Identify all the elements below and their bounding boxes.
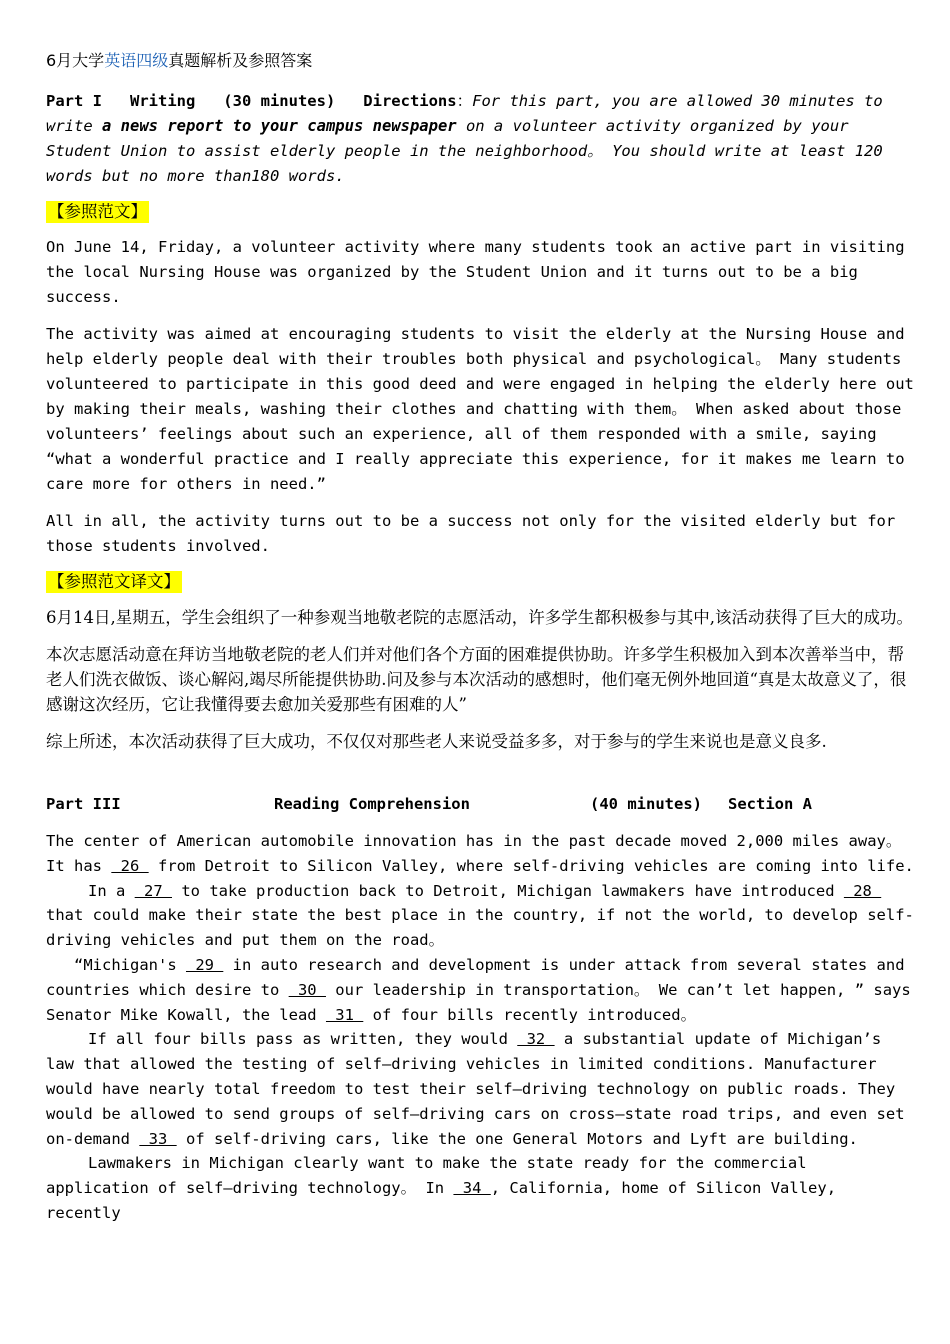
part3-heading bbox=[46, 792, 916, 817]
part3-label: Part III bbox=[46, 795, 121, 813]
part3-section: Reading Comprehension bbox=[274, 795, 470, 813]
translation-tag-row bbox=[46, 571, 916, 605]
reading-text: our leadership in transportation。 We can’t let happen, ” says Senator Mike Kowall, the lead bbox=[46, 980, 911, 1024]
reading-passage bbox=[46, 829, 916, 1226]
reading-text: “Michigan's bbox=[74, 955, 186, 974]
part1-colon: ： bbox=[456, 92, 473, 110]
directions-bold: a news report to your campus newspaper bbox=[102, 117, 457, 135]
directions-text-1: For this part, you are allowed 30 minutes to write bbox=[46, 92, 883, 135]
blank-26: 26 bbox=[111, 856, 149, 875]
reading-text: of four bills recently introduced。 bbox=[363, 1005, 697, 1024]
reading-text: of self-driving cars, like the one General Motors and Lyft are building. bbox=[176, 1129, 858, 1148]
part3-time: (40 minutes) bbox=[590, 795, 702, 813]
blank-32: 32 bbox=[517, 1030, 555, 1049]
sample-paragraph-3: All in all, the activity turns out to be a success not only for the visited elderly but for those students involved. bbox=[46, 512, 896, 555]
title-highlight-link[interactable]: 英语四级 bbox=[104, 51, 169, 70]
translation-paragraph-3: 综上所述，本次活动获得了巨大成功，不仅仅对那些老人来说受益多多，对于参与的学生来说也是意义良多. bbox=[46, 732, 827, 751]
part3-sub: Section A bbox=[728, 795, 812, 813]
reading-text: to take production back to Detroit, Michigan lawmakers have introduced bbox=[172, 881, 844, 900]
reading-paragraph-4 bbox=[46, 1027, 916, 1151]
sample-tag-row bbox=[46, 201, 916, 235]
title-part1: 6月大学 bbox=[46, 51, 105, 70]
sample-tag: 【参照范文】 bbox=[48, 202, 147, 221]
directions-text-2: on a volunteer activity organized by your Student Union to assist elderly people in the neighborhood。 You should write at least 120 words but no more than180 words. bbox=[46, 117, 883, 185]
blank-28: 28 bbox=[843, 881, 882, 900]
translation-paragraph-1: 6月14日,星期五，学生会组织了一种参观当地敬老院的志愿活动，许多学生都积极参与其中,该活动获得了巨大的成功。 bbox=[46, 608, 913, 627]
document-title bbox=[46, 48, 916, 71]
reading-text: in auto research and development is under attack from several states and countries which desire to bbox=[46, 955, 905, 999]
blank-34: 34 bbox=[453, 1179, 491, 1198]
blank-31: 31 bbox=[325, 1005, 364, 1024]
reading-text: from Detroit to Silicon Valley, where self-driving vehicles are coming into life. bbox=[148, 856, 914, 875]
part1-label: Part I Writing (30 minutes) Directions bbox=[46, 92, 457, 110]
blank-33: 33 bbox=[139, 1129, 177, 1148]
reading-text: In a bbox=[88, 881, 135, 900]
reading-paragraph-5 bbox=[46, 1151, 916, 1225]
reading-text: The center of American automobile innovation has in the past decade moved 2,000 miles away。 It has bbox=[46, 832, 902, 875]
blank-27: 27 bbox=[134, 881, 172, 900]
sample-paragraph-2: The activity was aimed at encouraging students to visit the elderly at the Nursing House and help elderly people deal with their troubles both physical and psychological。 Many students volunteered to participate in this good deed and were engaged in helping the elderly here out by making their meals, washing their clothes and chatting with them。 When asked about those volunteers’ feelings about such an experience, all of them responded with a smile, saying “what a wonderful practice and I really appreciate this experience, for it makes me learn to care more for others in need.” bbox=[46, 325, 914, 493]
blank-29: 29 bbox=[185, 955, 224, 974]
translation-paragraph-2: 本次志愿活动意在拜访当地敬老院的老人们并对他们各个方面的困难提供协助。许多学生积极加入到本次善举当中，帮老人们洗衣做饭、谈心解闷,竭尽所能提供协助.问及参与本次活动的感想时，他们毫无例外地回道“真是太故意义了，很感谢这次经历，它让我懂得要去愈加关爱那些有困难的人” bbox=[46, 645, 907, 714]
part1-directions bbox=[46, 89, 916, 189]
title-part2: 真题解析及参照答案 bbox=[168, 51, 313, 70]
reading-text: a substantial update of Michigan’s law that allowed the testing of self—driving vehicles in limited conditions. Manufacturer would have nearly total freedom to test their self—driving technology on public roads. They would be allowed to send groups of self—driving cars on cross—state road trips, and even set on-demand bbox=[46, 1030, 905, 1148]
reading-paragraph-3 bbox=[46, 953, 916, 1027]
reading-text: Lawmakers in Michigan clearly want to make the state ready for the commercial application of self—driving technology。 In bbox=[46, 1154, 807, 1198]
reading-text: If all four bills pass as written, they would bbox=[88, 1030, 518, 1049]
reading-paragraph-1 bbox=[46, 829, 916, 879]
sample-paragraph-1: On June 14, Friday, a volunteer activity where many students took an active part in visiting the local Nursing House was organized by the Student Union and it turns out to be a big success. bbox=[46, 238, 905, 306]
blank-30: 30 bbox=[288, 980, 326, 999]
reading-text: , California, home of Silicon Valley, recently bbox=[46, 1179, 837, 1222]
document-page bbox=[46, 48, 916, 1226]
translation-tag: 【参照范文译文】 bbox=[48, 572, 180, 591]
reading-paragraph-2 bbox=[46, 879, 916, 953]
reading-text: that could make their state the best place in the country, if not the world, to develop self-driving vehicles and put them on the road。 bbox=[46, 906, 914, 950]
